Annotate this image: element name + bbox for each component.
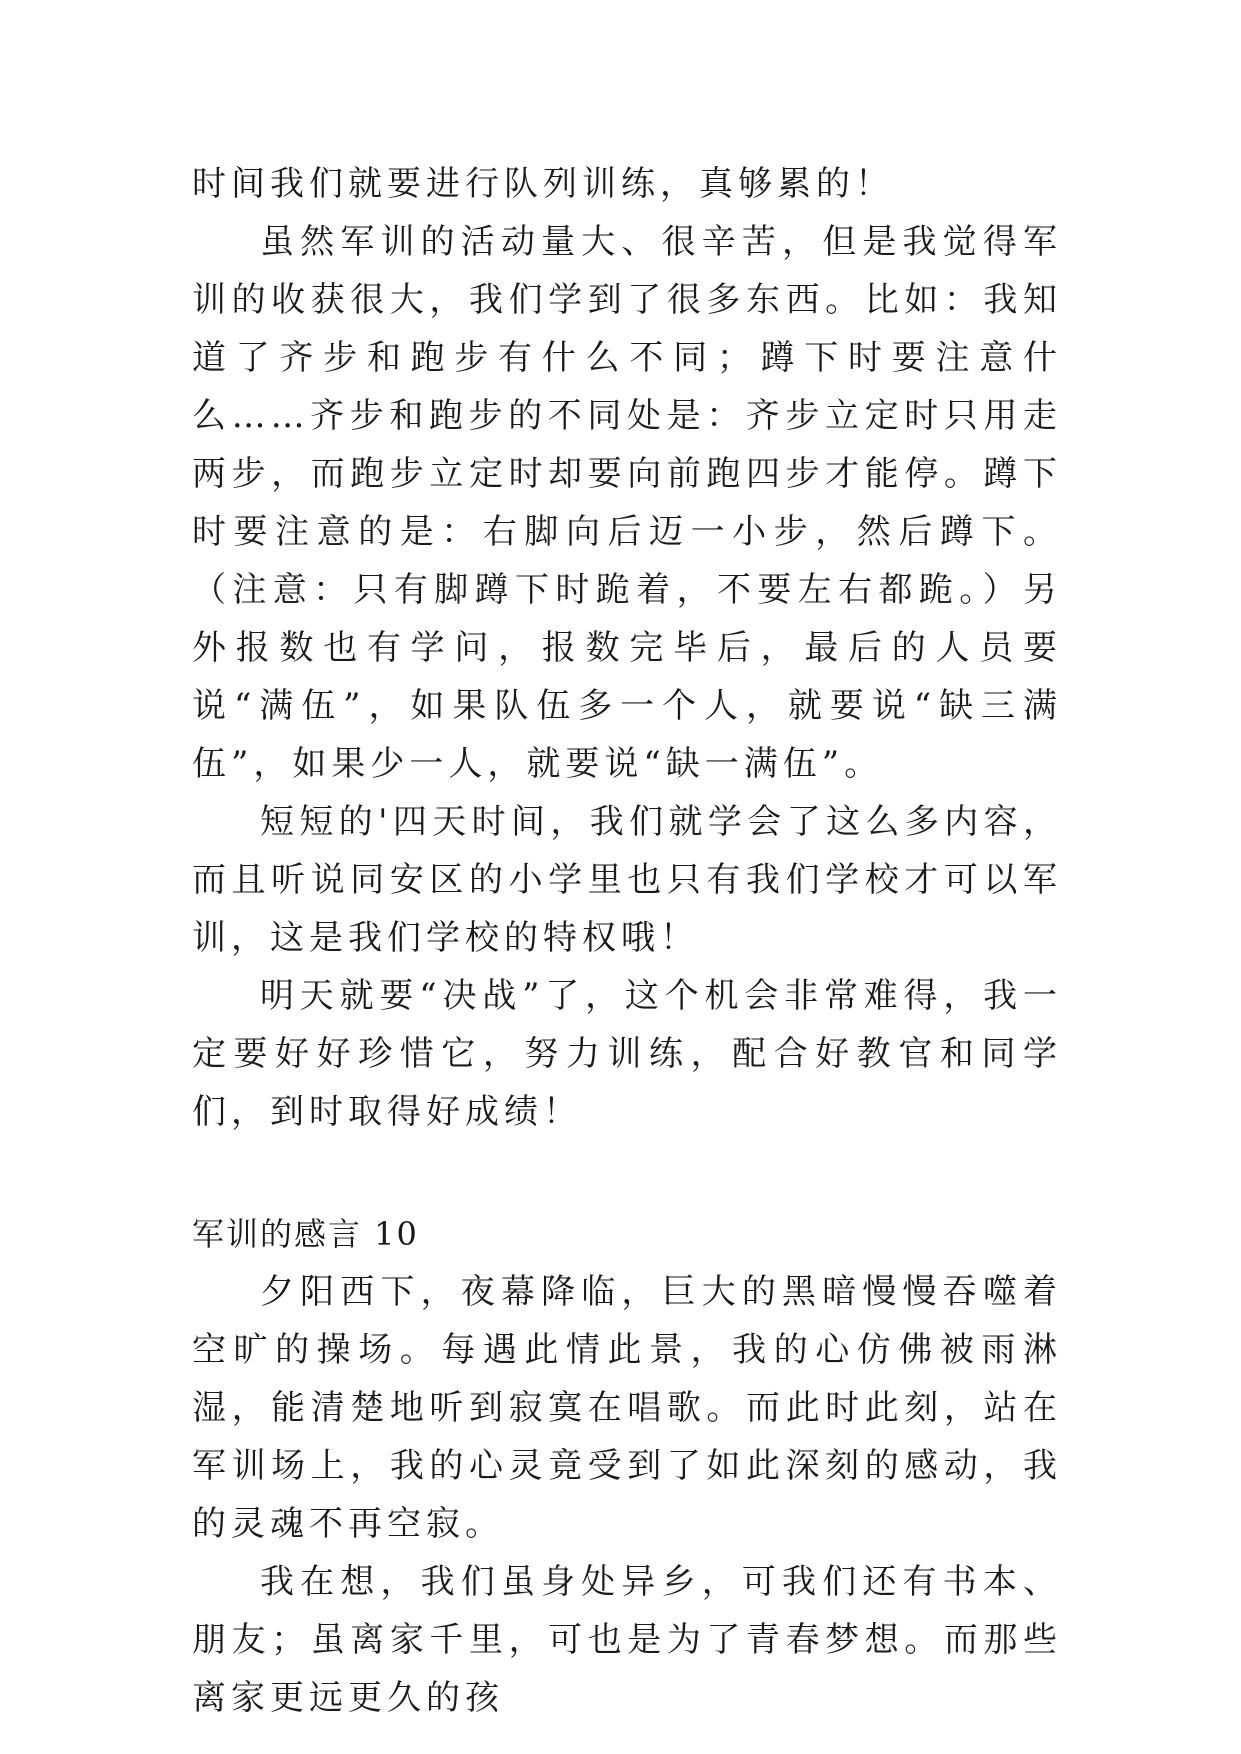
paragraph-thinking: 我在想，我们虽身处异乡，可我们还有书本、朋友；虽离家千里，可也是为了青春梦想。而那些离家更远更久的孩: [192, 1562, 1062, 1718]
paragraph-four-days: 短短的'四天时间，我们就学会了这么多内容，而且听说同安区的小学里也只有我们学校才可以军训，这是我们学校的特权哦！: [192, 802, 1062, 958]
section-title: 军训的感言 10: [192, 1215, 419, 1253]
paragraph-training-gains: 虽然军训的活动量大、很辛苦，但是我觉得军训的收获很大，我们学到了很多东西。比如：我知道了齐步和跑步有什么不同；蹲下时要注意什么……齐步和跑步的不同处是：齐步立定时只用走两步，而跑步立定时却要向前跑四步才能停。蹲下时要注意的是：右脚向后迈一小步，然后蹲下。（注意：只有脚蹲下时跪着，不要左右都跪。）另外报数也有学问，报数完毕后，最后的人员要说“满伍”，如果队伍多一个人，就要说“缺三满伍”，如果少一人，就要说“缺一满伍”。: [192, 222, 1062, 784]
paragraph-tomorrow: 明天就要“决战”了，这个机会非常难得，我一定要好好珍惜它，努力训练，配合好教官和同学们，到时取得好成绩！: [192, 976, 1062, 1132]
paragraph-continued: 时间我们就要进行队列训练，真够累的！: [192, 164, 894, 204]
paragraph-sunset: 夕阳西下，夜幕降临，巨大的黑暗慢慢吞噬着空旷的操场。每遇此情此景，我的心仿佛被雨淋湿，能清楚地听到寂寞在唱歌。而此时此刻，站在军训场上，我的心灵竟受到了如此深刻的感动，我的灵魂不再空寂。: [192, 1272, 1062, 1544]
document-page: [192, 155, 1062, 1727]
